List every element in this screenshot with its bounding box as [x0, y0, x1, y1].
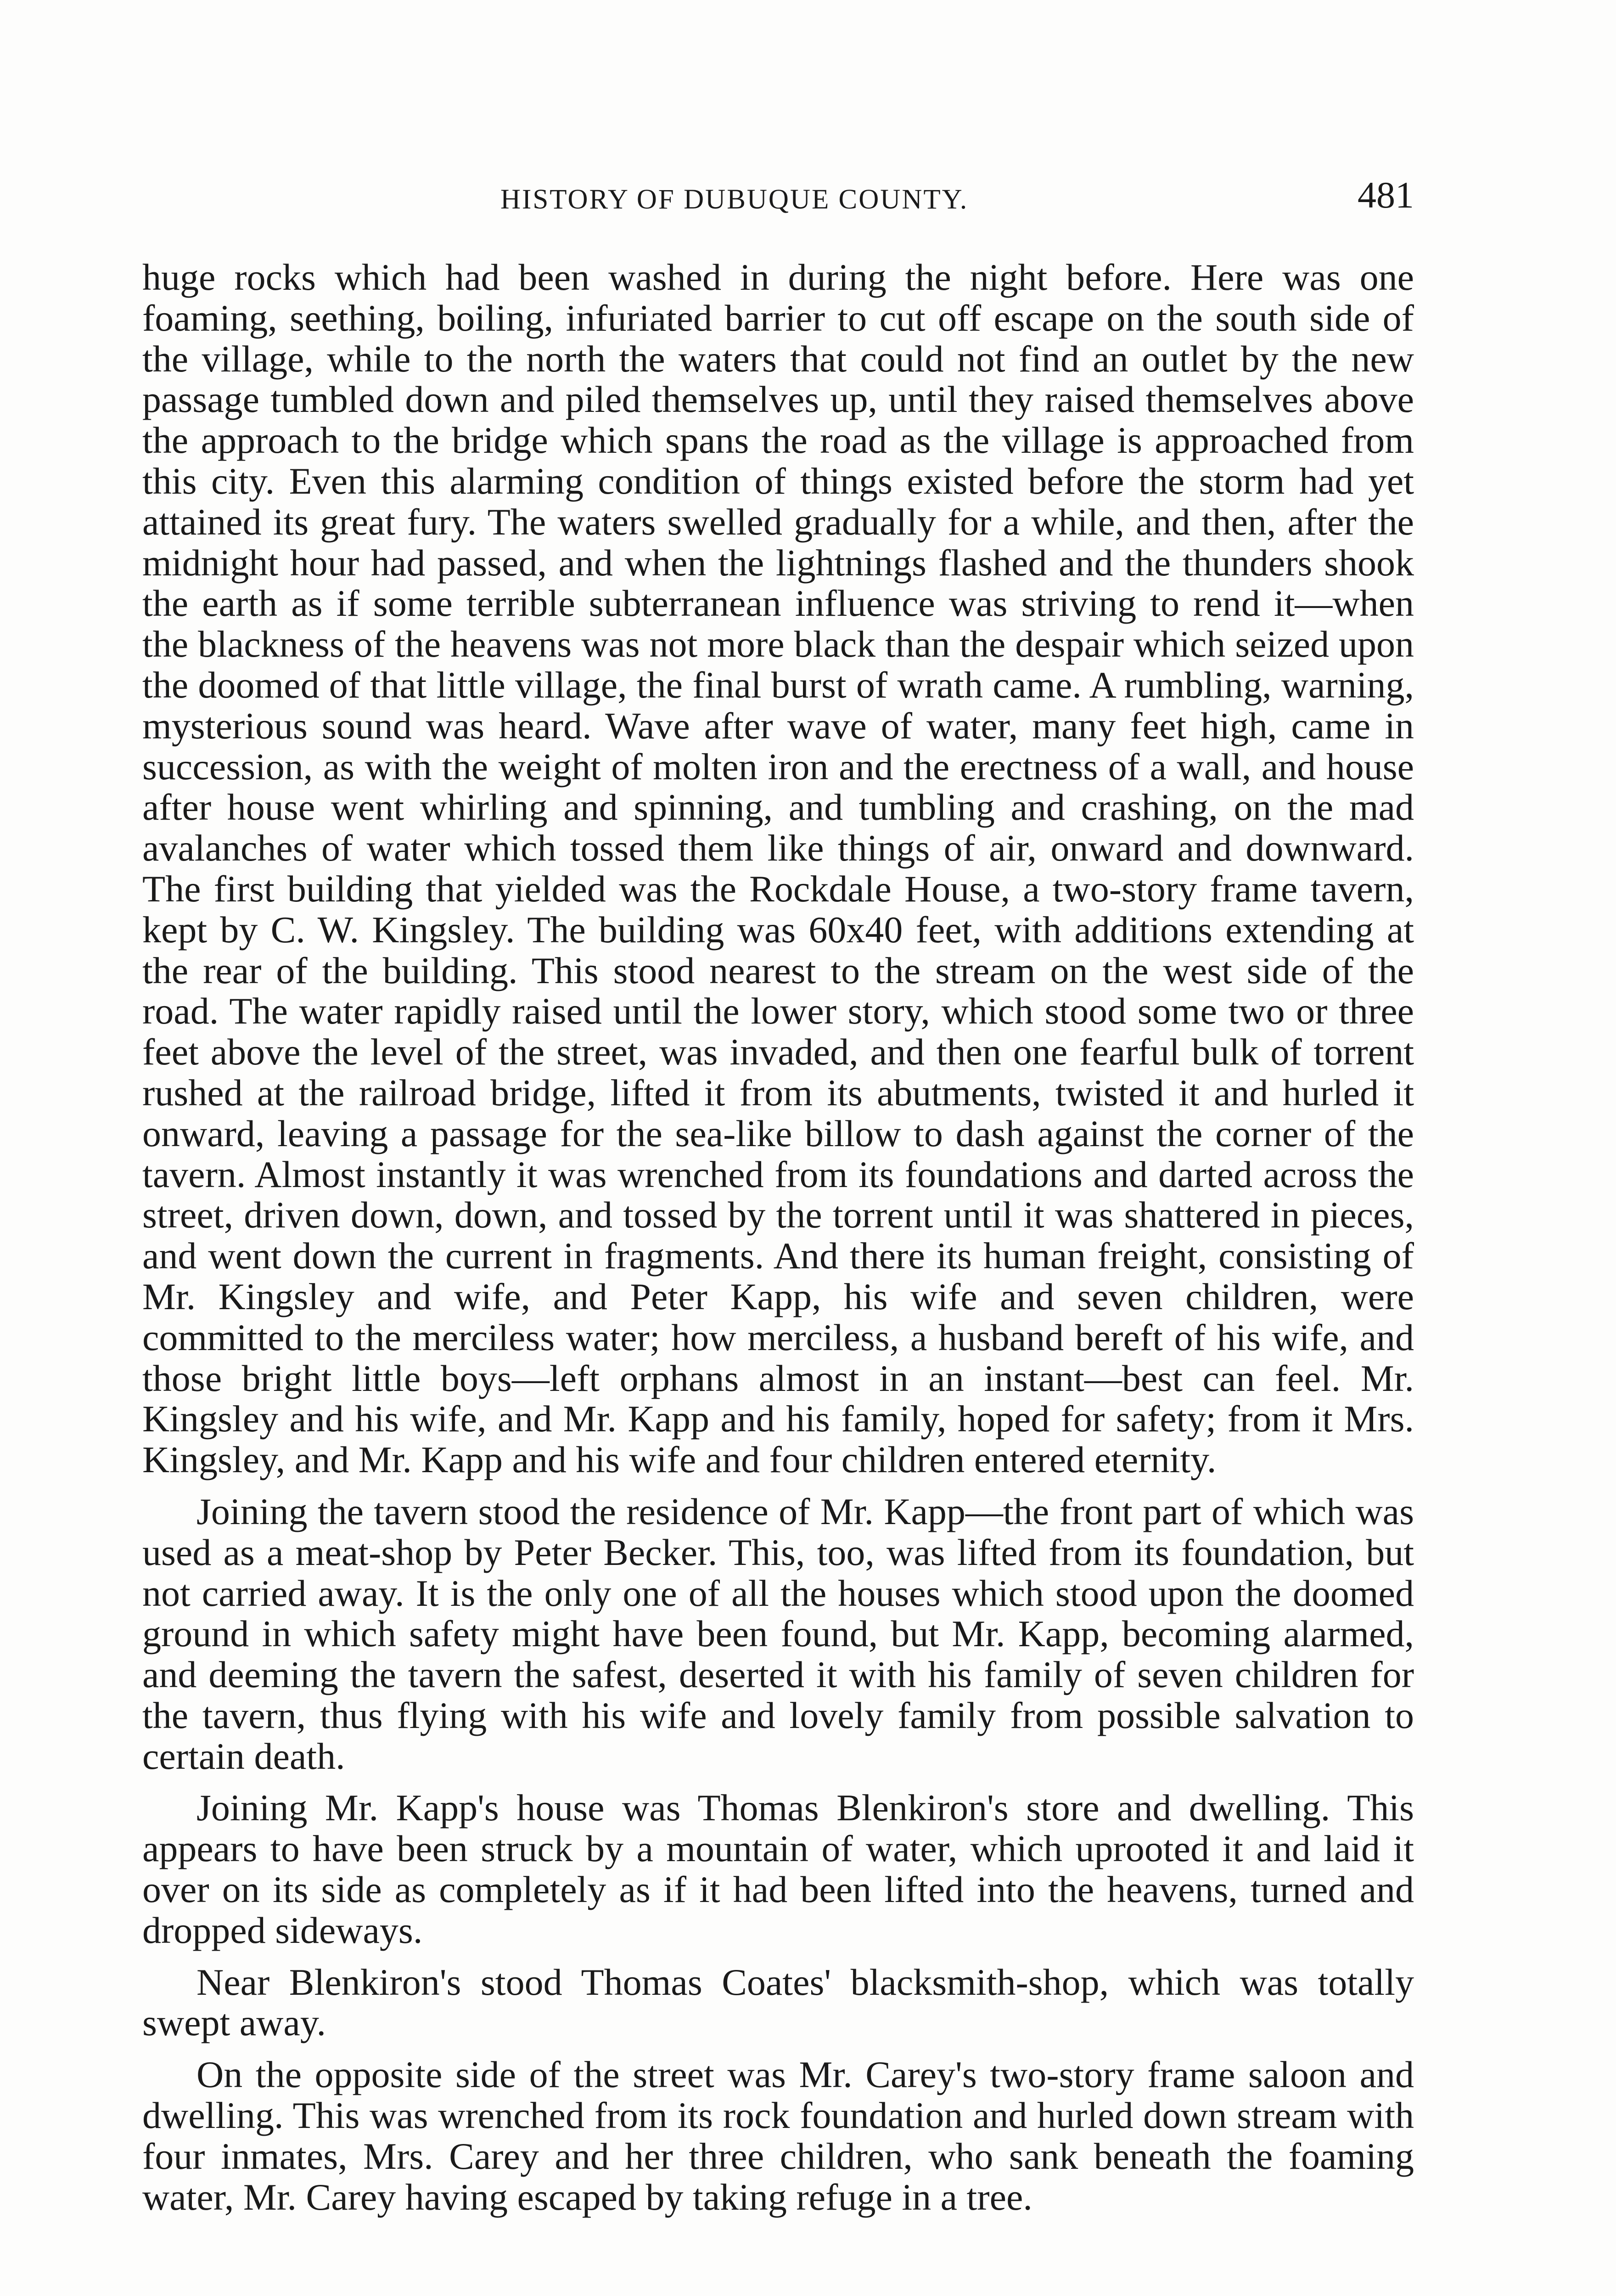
paragraph: Joining the tavern stood the residence of Mr. Kapp—the front part of which was used as a meat-shop by Peter Becker. This, too, was lifted from its foundation, but not carried away. It is the only one of all the houses which stood upon the doomed ground in which safety might have been found, but Mr. Kapp, becoming alarmed, and deeming the tavern the safest, deserted it with his family of seven children for the tavern, thus flying with his wife and lovely family from possible salvation to certain death. — [142, 1490, 1414, 1777]
paragraph: Near Blenkiron's stood Thomas Coates' blacksmith-shop, which was totally swept away. — [142, 1961, 1414, 2044]
running-head: HISTORY OF DUBUQUE COUNTY. — [500, 184, 969, 215]
page-number: 481 — [1358, 174, 1414, 216]
body-text — [142, 257, 1414, 2217]
paragraph: Joining Mr. Kapp's house was Thomas Blenkiron's store and dwelling. This appears to have been struck by a mountain of water, which uprooted it and laid it over on its side as completely as if it had been lifted into the heavens, turned and dropped sideways. — [142, 1787, 1414, 1951]
paragraph: huge rocks which had been washed in during the night before. Here was one foaming, seething, boiling, infuriated barrier to cut off escape on the south side of the village, while to the north the waters that could not find an outlet by the new passage tumbled down and piled themselves up, until they raised themselves above the approach to the bridge which spans the road as the village is approached from this city. Even this alarming condition of things existed before the storm had yet attained its great fury. The waters swelled gradually for a while, and then, after the midnight hour had passed, and when the lightnings flashed and the thunders shook the earth as if some terrible subterranean influence was striving to rend it—when the blackness of the heavens was not more black than the despair which seized upon the doomed of that little village, the final burst of wrath came. A rumbling, warning, mysterious sound was heard. Wave after wave of water, many feet high, came in succession, as with the weight of molten iron and the erectness of a wall, and house after house went whirling and spinning, and tumbling and crashing, on the mad avalanches of water which tossed them like things of air, onward and downward. The first building that yielded was the Rockdale House, a two-story frame tavern, kept by C. W. Kingsley. The building was 60x40 feet, with additions extending at the rear of the building. This stood nearest to the stream on the west side of the road. The water rapidly raised until the lower story, which stood some two or three feet above the level of the street, was invaded, and then one fearful bulk of torrent rushed at the railroad bridge, lifted it from its abutments, twisted it and hurled it onward, leaving a passage for the sea-like billow to dash against the corner of the tavern. Almost instantly it was wrenched from its foundations and darted across the street, driven down, down, and tossed by the torrent until it was shattered in pieces, and went down the current in fragments. And there its human freight, consisting of Mr. Kingsley and wife, and Peter Kapp, his wife and seven children, were committed to the merciless water; how merciless, a husband bereft of his wife, and those bright little boys—left orphans almost in an instant—best can feel. Mr. Kingsley and his wife, and Mr. Kapp and his family, hoped for safety; from it Mrs. Kingsley, and Mr. Kapp and his wife and four children entered eternity. — [142, 256, 1414, 1481]
paragraph: On the opposite side of the street was Mr. Carey's two-story frame saloon and dwelling. This was wrenched from its rock foundation and hurled down stream with four inmates, Mrs. Carey and her three children, who sank beneath the foaming water, Mr. Carey having escaped by taking refuge in a tree. — [142, 2054, 1414, 2218]
